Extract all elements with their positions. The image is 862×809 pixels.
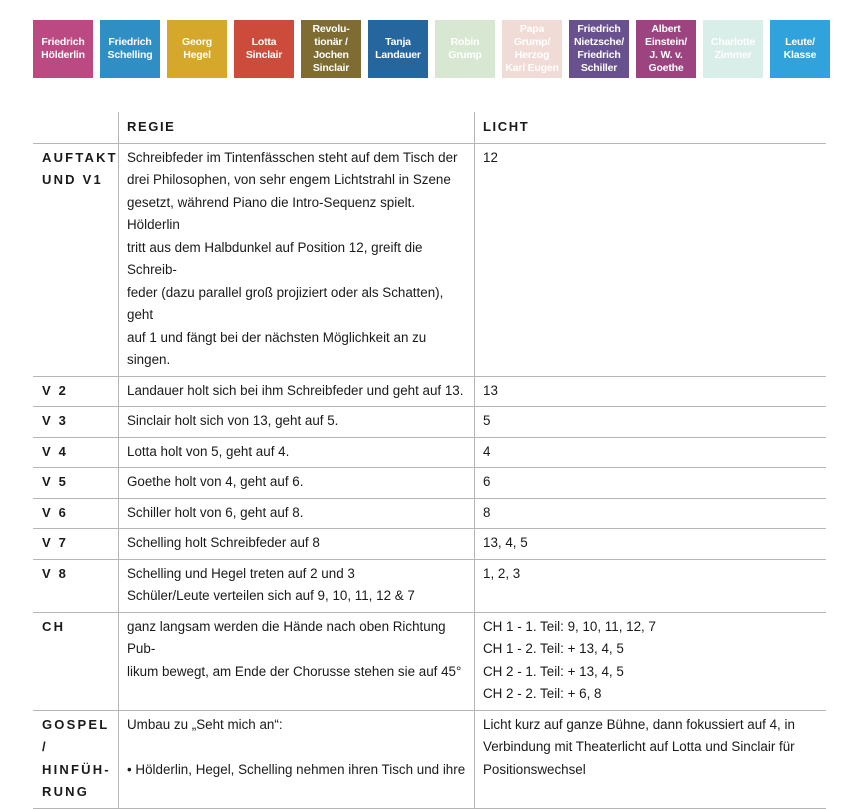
row-label-line: V 6 <box>42 504 69 520</box>
row-licht-line: Verbindung mit Theaterlicht auf Lotta und Sinclair für <box>483 739 795 754</box>
row-licht <box>475 143 827 376</box>
row-regie <box>119 559 475 612</box>
row-label-line: RUNG <box>42 784 90 799</box>
table-row <box>33 710 826 808</box>
legend-chip: Charlotte Zimmer <box>703 20 763 78</box>
legend-chip: Papa Grump/ Herzog Karl Eugen <box>502 20 562 78</box>
row-regie-line: auf 1 und fängt bei der nächsten Möglichkeit an zu singen. <box>127 329 427 367</box>
row-regie <box>119 437 475 468</box>
row-label <box>33 612 119 710</box>
row-label-line: AUFTAKT <box>42 149 118 165</box>
row-label-line: V 2 <box>42 382 69 398</box>
row-regie-line: Schelling holt Schreibfeder auf 8 <box>127 535 320 550</box>
row-label <box>33 143 119 376</box>
row-regie <box>119 529 475 560</box>
legend-chip: Revolu- tionär / Jochen Sinclair <box>301 20 361 78</box>
row-licht <box>475 437 827 468</box>
row-licht-line: Licht kurz auf ganze Bühne, dann fokussiert auf 4, in <box>483 716 795 732</box>
legend-chip: Albert Einstein/ J. W. v. Goethe <box>636 20 696 78</box>
row-regie-line: ganz langsam werden die Hände nach oben Richtung Pub- <box>127 618 446 656</box>
row-licht-line: 5 <box>483 413 491 428</box>
legend-chip: Friedrich Nietzsche/ Friedrich Schiller <box>569 20 629 78</box>
table-row <box>33 559 826 612</box>
row-regie-line <box>127 736 466 759</box>
row-regie-line: Landauer holt sich bei ihm Schreibfeder und geht auf 13. <box>127 382 464 398</box>
header-regie: REGIE <box>119 112 475 143</box>
row-label-line: CH <box>42 618 66 634</box>
row-regie-line: • Hölderlin, Hegel, Schelling nehmen ihren Tisch und ihre <box>127 761 466 777</box>
row-label-line: GOSPEL / <box>42 716 110 754</box>
row-label <box>33 529 119 560</box>
row-label <box>33 468 119 499</box>
legend-chip: Tanja Landauer <box>368 20 428 78</box>
row-licht-line: 13 <box>483 382 498 398</box>
legend-chip: Robin Grump <box>435 20 495 78</box>
row-regie-line: Sinclair holt sich von 13, geht auf 5. <box>127 413 339 428</box>
table-row <box>33 437 826 468</box>
row-licht <box>475 612 827 710</box>
legend-chip: Georg Hegel <box>167 20 227 78</box>
header-licht: LICHT <box>475 112 827 143</box>
character-color-legend <box>33 20 830 78</box>
row-label <box>33 559 119 612</box>
table-row <box>33 498 826 529</box>
row-regie <box>119 498 475 529</box>
row-label <box>33 376 119 407</box>
row-regie <box>119 612 475 710</box>
row-regie-line: feder (dazu parallel groß projiziert oder als Schatten), geht <box>127 284 444 322</box>
row-licht <box>475 529 827 560</box>
legend-chip: Friedrich Hölderlin <box>33 20 93 78</box>
row-licht-line: 4 <box>483 443 491 459</box>
table-row <box>33 143 826 376</box>
row-licht <box>475 559 827 612</box>
row-regie-line: tritt aus dem Halbdunkel auf Position 12, greift die Schreib- <box>127 239 423 277</box>
row-regie-line: Schreibfeder im Tintenfässchen steht auf dem Tisch der <box>127 149 458 165</box>
row-regie <box>119 376 475 407</box>
row-regie <box>119 407 475 438</box>
row-licht-line: 12 <box>483 149 498 165</box>
row-label-line: V 8 <box>42 565 69 581</box>
legend-chip: Friedrich Schelling <box>100 20 160 78</box>
row-regie-line: Umbau zu „Seht mich an“: <box>127 716 283 732</box>
row-regie-line: gesetzt, während Piano die Intro-Sequenz spielt. Hölderlin <box>127 194 416 232</box>
row-licht-line: 8 <box>483 504 491 520</box>
row-licht-line: CH 1 - 1. Teil: 9, 10, 11, 12, 7 <box>483 618 656 634</box>
row-regie <box>119 468 475 499</box>
row-licht <box>475 710 827 808</box>
row-regie-line: Schüler/Leute verteilen sich auf 9, 10, 11, 12 & 7 <box>127 588 415 603</box>
row-label-line: V 3 <box>42 413 69 428</box>
row-label <box>33 498 119 529</box>
row-regie-line: Goethe holt von 4, geht auf 6. <box>127 474 304 489</box>
row-label <box>33 710 119 808</box>
table-row <box>33 612 826 710</box>
row-regie <box>119 143 475 376</box>
header-label <box>33 112 119 143</box>
row-licht-line: 1, 2, 3 <box>483 565 521 581</box>
row-label-line: V 7 <box>42 535 69 550</box>
row-regie <box>119 710 475 808</box>
legend-chip: Leute/ Klasse <box>770 20 830 78</box>
row-regie-line: Schelling und Hegel treten auf 2 und 3 <box>127 565 355 581</box>
legend-chip: Lotta Sinclair <box>234 20 294 78</box>
row-regie-line: Lotta holt von 5, geht auf 4. <box>127 443 290 459</box>
table-row <box>33 407 826 438</box>
row-licht <box>475 407 827 438</box>
row-label <box>33 437 119 468</box>
cue-table <box>33 112 826 809</box>
table-row <box>33 376 826 407</box>
row-licht <box>475 376 827 407</box>
row-regie-line: Schiller holt von 6, geht auf 8. <box>127 504 304 520</box>
table-row <box>33 529 826 560</box>
row-licht <box>475 468 827 499</box>
row-licht-line: 6 <box>483 474 491 489</box>
row-licht-line: CH 1 - 2. Teil: + 13, 4, 5 <box>483 641 624 656</box>
row-label-line: V 5 <box>42 474 69 489</box>
row-licht-line: CH 2 - 1. Teil: + 13, 4, 5 <box>483 663 624 679</box>
row-licht-line: Positionswechsel <box>483 761 586 777</box>
table-header-row <box>33 112 826 143</box>
row-label <box>33 407 119 438</box>
row-licht-line: 13, 4, 5 <box>483 535 528 550</box>
table-row <box>33 468 826 499</box>
row-label-line: UND V1 <box>42 172 103 187</box>
row-licht <box>475 498 827 529</box>
row-regie-line: drei Philosophen, von sehr engem Lichtstrahl in Szene <box>127 172 451 187</box>
row-licht-line: CH 2 - 2. Teil: + 6, 8 <box>483 686 602 701</box>
row-label-line: HINFÜH- <box>42 761 111 777</box>
row-regie-line: likum bewegt, am Ende der Chorusse stehen sie auf 45° <box>127 663 462 679</box>
row-label-line: V 4 <box>42 443 69 459</box>
